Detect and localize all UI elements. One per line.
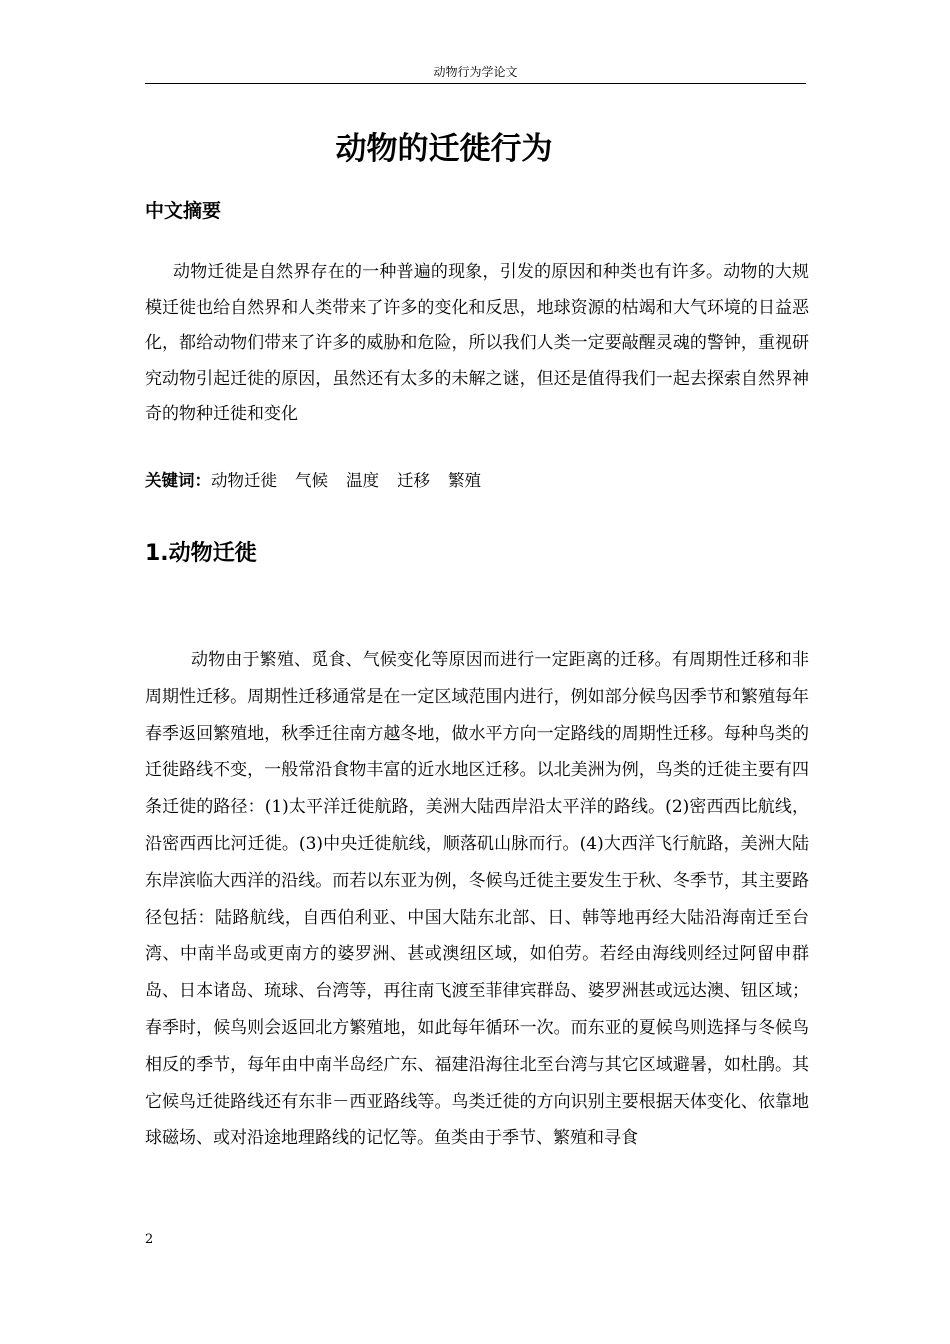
keyword: 动物迁徙 [211,471,277,490]
keyword: 温度 [346,471,379,490]
keyword: 迁移 [397,471,430,490]
document-title: 动物的迁徙行为 [335,131,553,167]
page-number: 2 [145,1232,154,1247]
keyword: 气候 [295,471,328,490]
body-paragraph: 动物由于繁殖、觅食、气候变化等原因而进行一定距离的迁移。有周期性迁移和非周期性迁移。周期性迁移通常是在一定区域范围内进行，例如部分候鸟因季节和繁殖每年春季返回繁殖地，秋季迁往南方越冬地，做水平方向一定路线的周期性迁移。每种鸟类的迁徙路线不变，一般常沿食物丰富的近水地区迁移。以北美洲为例，鸟类的迁徙主要有四条迁徙的路径：(1)太平洋迁徙航路，美洲大陆西岸沿太平洋的路线。(2)密西西比航线，沿密西西比河迁徙。(3)中央迁徙航线，顺落矶山脉而行。(4)大西洋飞行航路，美洲大陆东岸滨临大西洋的沿线。而若以东亚为例，冬候鸟迁徙主要发生于秋、冬季节，其主要路径包括：陆路航线，自西伯利亚、中国大陆东北部、日、韩等地再经大陆沿海南迁至台湾、中南半岛或更南方的婆罗洲、甚或澳纽区域，如伯劳。若经由海线则经过阿留申群岛、日本诸岛、琉球、台湾等，再往南飞渡至菲律宾群岛、婆罗洲甚或远达澳、钮区域；春季时，候鸟则会返回北方繁殖地，如此每年循环一次。而东亚的夏候鸟则选择与冬候鸟相反的季节，每年由中南半岛经广东、福建沿海往北至台湾与其它区域避暑，如杜鹃。其它候鸟迁徙路线还有东非－西亚路线等。鸟类迁徙的方向识别主要根据天体变化、依靠地球磁场、或对沿途地理路线的记忆等。鱼类由于季节、繁殖和寻食 [145,650,809,1149]
abstract-paragraph: 动物迁徙是自然界存在的一种普遍的现象，引发的原因和种类也有许多。动物的大规模迁徙也给自然界和人类带来了许多的变化和反思，地球资源的枯竭和大气环境的日益恶化，都给动物们带来了许多的威胁和危险，所以我们人类一定要敲醒灵魂的警钟，重视研究动物引起迁徙的原因，虽然还有太多的未解之谜，但还是值得我们一起去探索自然界神奇的物种迁徙和变化 [145,262,809,424]
running-header: 动物行为学论文 [433,65,518,79]
section-heading: 1.动物迁徙 [145,541,257,566]
header-divider [145,83,806,84]
keywords-line [145,466,499,496]
abstract-heading: 中文摘要 [145,200,222,222]
keyword: 繁殖 [448,471,481,490]
keywords-label: 关键词： [145,471,211,490]
